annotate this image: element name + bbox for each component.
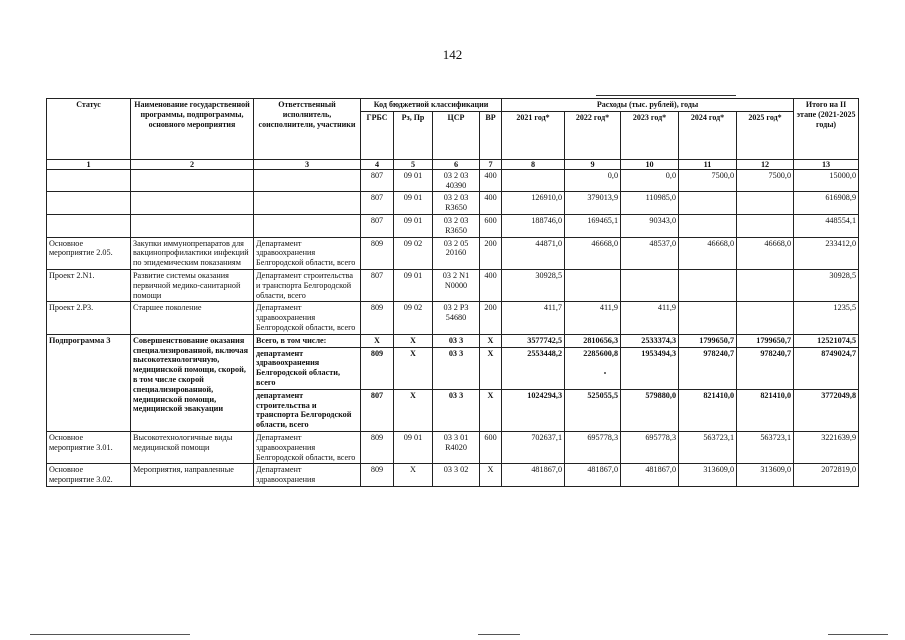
cell-rzpr: X [394, 389, 433, 431]
cell-y2024: 978240,7 [679, 347, 737, 389]
cell-status: Проект 2.N1. [47, 269, 131, 301]
cell-vr: 600 [480, 214, 502, 237]
cell-total: 12521074,5 [794, 334, 859, 347]
cell-y2022 [565, 269, 621, 301]
cell-status: Основное мероприятие 2.05. [47, 237, 131, 269]
cell-csr: 03 2 03 R3650 [433, 192, 480, 215]
cell-y2025 [737, 302, 794, 334]
column-number: 2 [131, 159, 254, 169]
cell-y2022: 695778,3 [565, 431, 621, 463]
cell-status: Основное мероприятие 3.01. [47, 431, 131, 463]
cell-csr: 03 2 05 20160 [433, 237, 480, 269]
cell-y2023: 695778,3 [621, 431, 679, 463]
cell-grbs: 807 [361, 269, 394, 301]
cell-rzpr: X [394, 347, 433, 389]
cell-executor: Департамент здравоохранения Белгородской области, всего [254, 302, 361, 334]
cell-rzpr: 09 01 [394, 431, 433, 463]
cell-vr: 200 [480, 237, 502, 269]
header-executor: Ответственный исполнитель, соисполнители, участники [254, 99, 361, 160]
cell-csr: 03 2 N1 N0000 [433, 269, 480, 301]
cell-y2021: 30928,5 [502, 269, 565, 301]
cell-y2022: 0,0 [565, 169, 621, 192]
cell-y2024: 1799650,7 [679, 334, 737, 347]
cell-y2023: 2533374,3 [621, 334, 679, 347]
table-body-a [47, 169, 859, 334]
cell-grbs: 807 [361, 214, 394, 237]
cell-y2024: 313609,0 [679, 464, 737, 487]
cell-y2022: 411,9 [565, 302, 621, 334]
cell-y2024 [679, 192, 737, 215]
table-row [47, 214, 859, 237]
footer-rule-mid [478, 634, 520, 635]
cell-rzpr: X [394, 334, 433, 347]
cell-y2024: 7500,0 [679, 169, 737, 192]
cell-vr: 400 [480, 169, 502, 192]
table-row [47, 169, 859, 192]
cell-name: Закупки иммунопрепаратов для вакцинопрофилактики инфекций по эпидемическим показаниям [131, 237, 254, 269]
column-number: 11 [679, 159, 737, 169]
cell-rzpr: 09 02 [394, 237, 433, 269]
cell-y2024 [679, 269, 737, 301]
cell-csr: 03 2 03 40390 [433, 169, 480, 192]
cell-name: Развитие системы оказания первичной медико-санитарной помощи [131, 269, 254, 301]
cell-csr: 03 3 [433, 347, 480, 389]
header-expenses: Расходы (тыс. рублей), годы [502, 99, 794, 112]
cell-y2023: 1953494,3 [621, 347, 679, 389]
cell-y2023: 90343,0 [621, 214, 679, 237]
cell-total: 1235,5 [794, 302, 859, 334]
column-number: 5 [394, 159, 433, 169]
column-number: 13 [794, 159, 859, 169]
cell-y2021: 188746,0 [502, 214, 565, 237]
cell-grbs: 809 [361, 302, 394, 334]
cell-y2024: 46668,0 [679, 237, 737, 269]
cell-grbs: 809 [361, 237, 394, 269]
subprogram-body [47, 334, 859, 431]
header-year-2024: 2024 год* [679, 111, 737, 159]
cell-y2022: 2810656,3 [565, 334, 621, 347]
header-rzpr: Рз, Пр [394, 111, 433, 159]
cell-y2024: 563723,1 [679, 431, 737, 463]
cell-executor: Департамент здравоохранения Белгородской области, всего [254, 431, 361, 463]
cell-grbs: 809 [361, 347, 394, 389]
cell-status: Основное мероприятие 3.02. [47, 464, 131, 487]
cell-grbs: 807 [361, 389, 394, 431]
cell-y2023: 0,0 [621, 169, 679, 192]
cell-vr: 400 [480, 269, 502, 301]
cell-y2022: 2285600,8 [565, 347, 621, 389]
cell-status: Проект 2.P3. [47, 302, 131, 334]
cell-y2021: 126910,0 [502, 192, 565, 215]
cell-y2021: 1024294,3 [502, 389, 565, 431]
cell-y2024 [679, 214, 737, 237]
cell-y2025: 46668,0 [737, 237, 794, 269]
cell-executor [254, 214, 361, 237]
cell-y2024 [679, 302, 737, 334]
cell-y2022: 169465,1 [565, 214, 621, 237]
cell-y2025 [737, 269, 794, 301]
cell-csr: 03 2 03 R3650 [433, 214, 480, 237]
header-rule [596, 95, 736, 96]
column-number: 9 [565, 159, 621, 169]
footer-rule-right [828, 634, 888, 635]
cell-name: Мероприятия, направленные [131, 464, 254, 487]
cell-total: 30928,5 [794, 269, 859, 301]
table-row [47, 237, 859, 269]
header-year-2021: 2021 год* [502, 111, 565, 159]
cell-status [47, 214, 131, 237]
cell-csr: 03 3 [433, 334, 480, 347]
page-number: 142 [442, 47, 463, 62]
cell-status [47, 169, 131, 192]
table-row [47, 302, 859, 334]
cell-csr: 03 3 [433, 389, 480, 431]
cell-y2025: 821410,0 [737, 389, 794, 431]
cell-y2025 [737, 192, 794, 215]
cell-total: 3772049,8 [794, 389, 859, 431]
cell-rzpr: 09 01 [394, 214, 433, 237]
cell-y2021: 44871,0 [502, 237, 565, 269]
cell-name: Высокотехнологичные виды медицинской помощи [131, 431, 254, 463]
header-name: Наименование государственной программы, подпрограммы, основного мероприятия [131, 99, 254, 160]
cell-y2021: 2553448,2 [502, 347, 565, 389]
table-row [47, 464, 859, 487]
cell-y2021: 481867,0 [502, 464, 565, 487]
cell-y2022: 379013,9 [565, 192, 621, 215]
cell-total: 2072819,0 [794, 464, 859, 487]
cell-rzpr: 09 01 [394, 169, 433, 192]
column-number: 8 [502, 159, 565, 169]
cell-rzpr: 09 01 [394, 269, 433, 301]
header-grbs: ГРБС [361, 111, 394, 159]
header-csr: ЦСР [433, 111, 480, 159]
cell-total: 8749024,7 [794, 347, 859, 389]
cell-y2022: 481867,0 [565, 464, 621, 487]
table-row [47, 269, 859, 301]
cell-name [131, 192, 254, 215]
cell-y2022: 525055,5 [565, 389, 621, 431]
cell-total: 3221639,9 [794, 431, 859, 463]
cell-rzpr: 09 02 [394, 302, 433, 334]
cell-y2021: 3577742,5 [502, 334, 565, 347]
cell-y2025: 313609,0 [737, 464, 794, 487]
cell-y2023: 48537,0 [621, 237, 679, 269]
header-total: Итого на II этапе (2021-2025 годы) [794, 99, 859, 160]
cell-grbs: 809 [361, 464, 394, 487]
cell-y2021 [502, 169, 565, 192]
cell-executor [254, 192, 361, 215]
cell-executor: Департамент здравоохранения Белгородской области, всего [254, 237, 361, 269]
cell-rzpr: 09 01 [394, 192, 433, 215]
column-number: 4 [361, 159, 394, 169]
cell-y2025: 563723,1 [737, 431, 794, 463]
cell-name: Старшее поколение [131, 302, 254, 334]
cell-vr: X [480, 464, 502, 487]
column-number: 1 [47, 159, 131, 169]
cell-total: 15000,0 [794, 169, 859, 192]
cell-total: 233412,0 [794, 237, 859, 269]
cell-status [47, 192, 131, 215]
cell-y2021: 411,7 [502, 302, 565, 334]
cell-executor: Департамент здравоохранения [254, 464, 361, 487]
cell-y2025: 7500,0 [737, 169, 794, 192]
cell-executor [254, 169, 361, 192]
cell-rzpr: X [394, 464, 433, 487]
cell-y2025: 1799650,7 [737, 334, 794, 347]
table-row [47, 431, 859, 463]
cell-total: 448554,1 [794, 214, 859, 237]
column-number-row [47, 159, 859, 169]
cell-grbs: 809 [361, 431, 394, 463]
header-year-2023: 2023 год* [621, 111, 679, 159]
cell-y2021: 702637,1 [502, 431, 565, 463]
cell-csr: 03 3 01 R4020 [433, 431, 480, 463]
header-vr: ВР [480, 111, 502, 159]
cell-grbs: X [361, 334, 394, 347]
cell-vr: 200 [480, 302, 502, 334]
cell-vr: X [480, 389, 502, 431]
cell-status: Подпрограмма 3 [47, 334, 131, 431]
cell-grbs: 807 [361, 169, 394, 192]
cell-y2023: 579880,0 [621, 389, 679, 431]
cell-vr: X [480, 347, 502, 389]
cell-y2023: 411,9 [621, 302, 679, 334]
cell-csr: 03 2 P3 54680 [433, 302, 480, 334]
subprogram-row [47, 334, 859, 347]
header-year-2025: 2025 год* [737, 111, 794, 159]
cell-executor: департамент строительства и транспорта Белгородской области, всего [254, 389, 361, 431]
column-number: 12 [737, 159, 794, 169]
cell-grbs: 807 [361, 192, 394, 215]
column-number: 6 [433, 159, 480, 169]
footer-rule-left [30, 634, 190, 635]
header-budget-code: Код бюджетной классификации [361, 99, 502, 112]
cell-total: 616908,9 [794, 192, 859, 215]
cell-y2023: 110985,0 [621, 192, 679, 215]
budget-table [46, 98, 859, 487]
cell-executor: Департамент строительства и транспорта Белгородской области, всего [254, 269, 361, 301]
cell-name [131, 214, 254, 237]
cell-name: Совершенствование оказания специализированной, включая высокотехнологичную, медицинской помощи, скорой, в том числе скорой специализированной, медицинской помощи, медицинской эвакуации [131, 334, 254, 431]
cell-csr: 03 3 02 [433, 464, 480, 487]
table-body-b [47, 431, 859, 486]
cell-name [131, 169, 254, 192]
cell-vr: X [480, 334, 502, 347]
cell-vr: 400 [480, 192, 502, 215]
column-number: 10 [621, 159, 679, 169]
cell-y2025 [737, 214, 794, 237]
header-year-2022: 2022 год* [565, 111, 621, 159]
column-number: 7 [480, 159, 502, 169]
cell-y2023: 481867,0 [621, 464, 679, 487]
cell-vr: 600 [480, 431, 502, 463]
table-header [47, 99, 859, 160]
cell-y2023 [621, 269, 679, 301]
table-row [47, 192, 859, 215]
cell-executor: департамент здравоохранения Белгородской области, всего [254, 347, 361, 389]
header-status: Статус [47, 99, 131, 160]
cell-y2025: 978240,7 [737, 347, 794, 389]
cell-y2022: 46668,0 [565, 237, 621, 269]
cell-executor: Всего, в том числе: [254, 334, 361, 347]
cell-y2024: 821410,0 [679, 389, 737, 431]
column-number: 3 [254, 159, 361, 169]
scan-speck [604, 372, 606, 374]
